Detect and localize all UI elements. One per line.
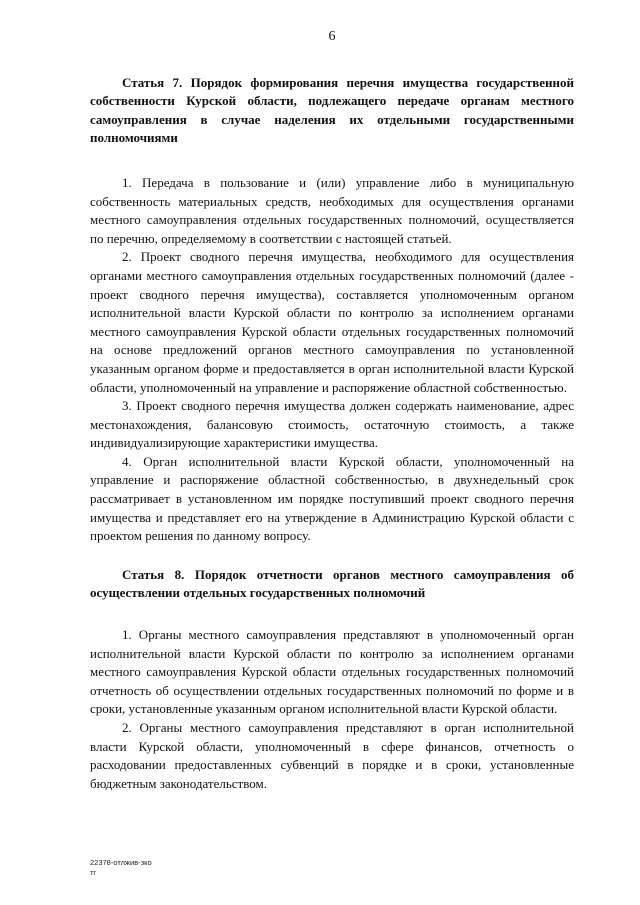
article-8-heading: Статья 8. Порядок отчетности органов местного самоуправления об осуществлении отдельных государственных полномочий (90, 566, 574, 601)
footer-document-code: 22378-отлжив-зко (90, 858, 152, 867)
article-8-body (90, 626, 574, 793)
page-number: 6 (328, 29, 336, 44)
article-8-paragraph-2: 2. Органы местного самоуправления представляют в орган исполнительной власти Курской области, уполномоченный в сфере финансов, отчетность о расходовании предоставленных субвенций в порядке и в сроки, установленные бюджетным законодательством. (90, 720, 574, 791)
article-7-paragraph-3: 3. Проект сводного перечня имущества должен содержать наименование, адрес местонахождения, балансовую стоимость, остаточную стоимость, а также индивидуализирующие характеристики имущества. (90, 398, 574, 451)
article-7-heading: Статья 7. Порядок формирования перечня имущества государственной собственности Курской области, подлежащего передаче органам местного самоуправления в случае наделения их отдельными государственными полномочиями (90, 74, 574, 146)
article-8-paragraph-1: 1. Органы местного самоуправления представляют в уполномоченный орган исполнительной власти Курской области по контролю за исполнением органами местного самоуправления Курской области отдельных государственных полномочий отчетность об осуществлении отдельных государственных полномочий по форме и в сроки, установленные указанным органом исполнительной власти Курской области. (90, 627, 574, 717)
article-7-paragraph-2: 2. Проект сводного перечня имущества, необходимого для осуществления органами местного самоуправления отдельных государственных полномочий (далее - проект сводного перечня имущества), составляется уполномоченным органом исполнительной власти Курской области по контролю за исполнением органами местного самоуправления Курской области отдельных государственных полномочий на основе предложений органов местного самоуправления по установленной указанным органом форме и предоставляется в орган исполнительной власти Курской области, уполномоченный на управление и распоряжение областной собственностью. (90, 249, 574, 395)
article-7-body (90, 174, 574, 546)
article-7-paragraph-1: 1. Передача в пользование и (или) управление либо в муниципальную собственность материальных средств, необходимых для осуществления органами местного самоуправления отдельных государственных полномочий, осуществляется по перечню, определяемому в соответствии с настоящей статьей. (90, 174, 574, 246)
footer-initials: тг (90, 868, 97, 877)
article-7-paragraph-4: 4. Орган исполнительной власти Курской области, уполномоченный на управление и распоряжение областной собственностью, в двухнедельный срок рассматривает в установленном им порядке поступивший проект сводного перечня имущества и представляет его на утверждение в Администрацию Курской области с проектом решения по данному вопросу. (90, 453, 574, 544)
document-footer (90, 858, 152, 878)
